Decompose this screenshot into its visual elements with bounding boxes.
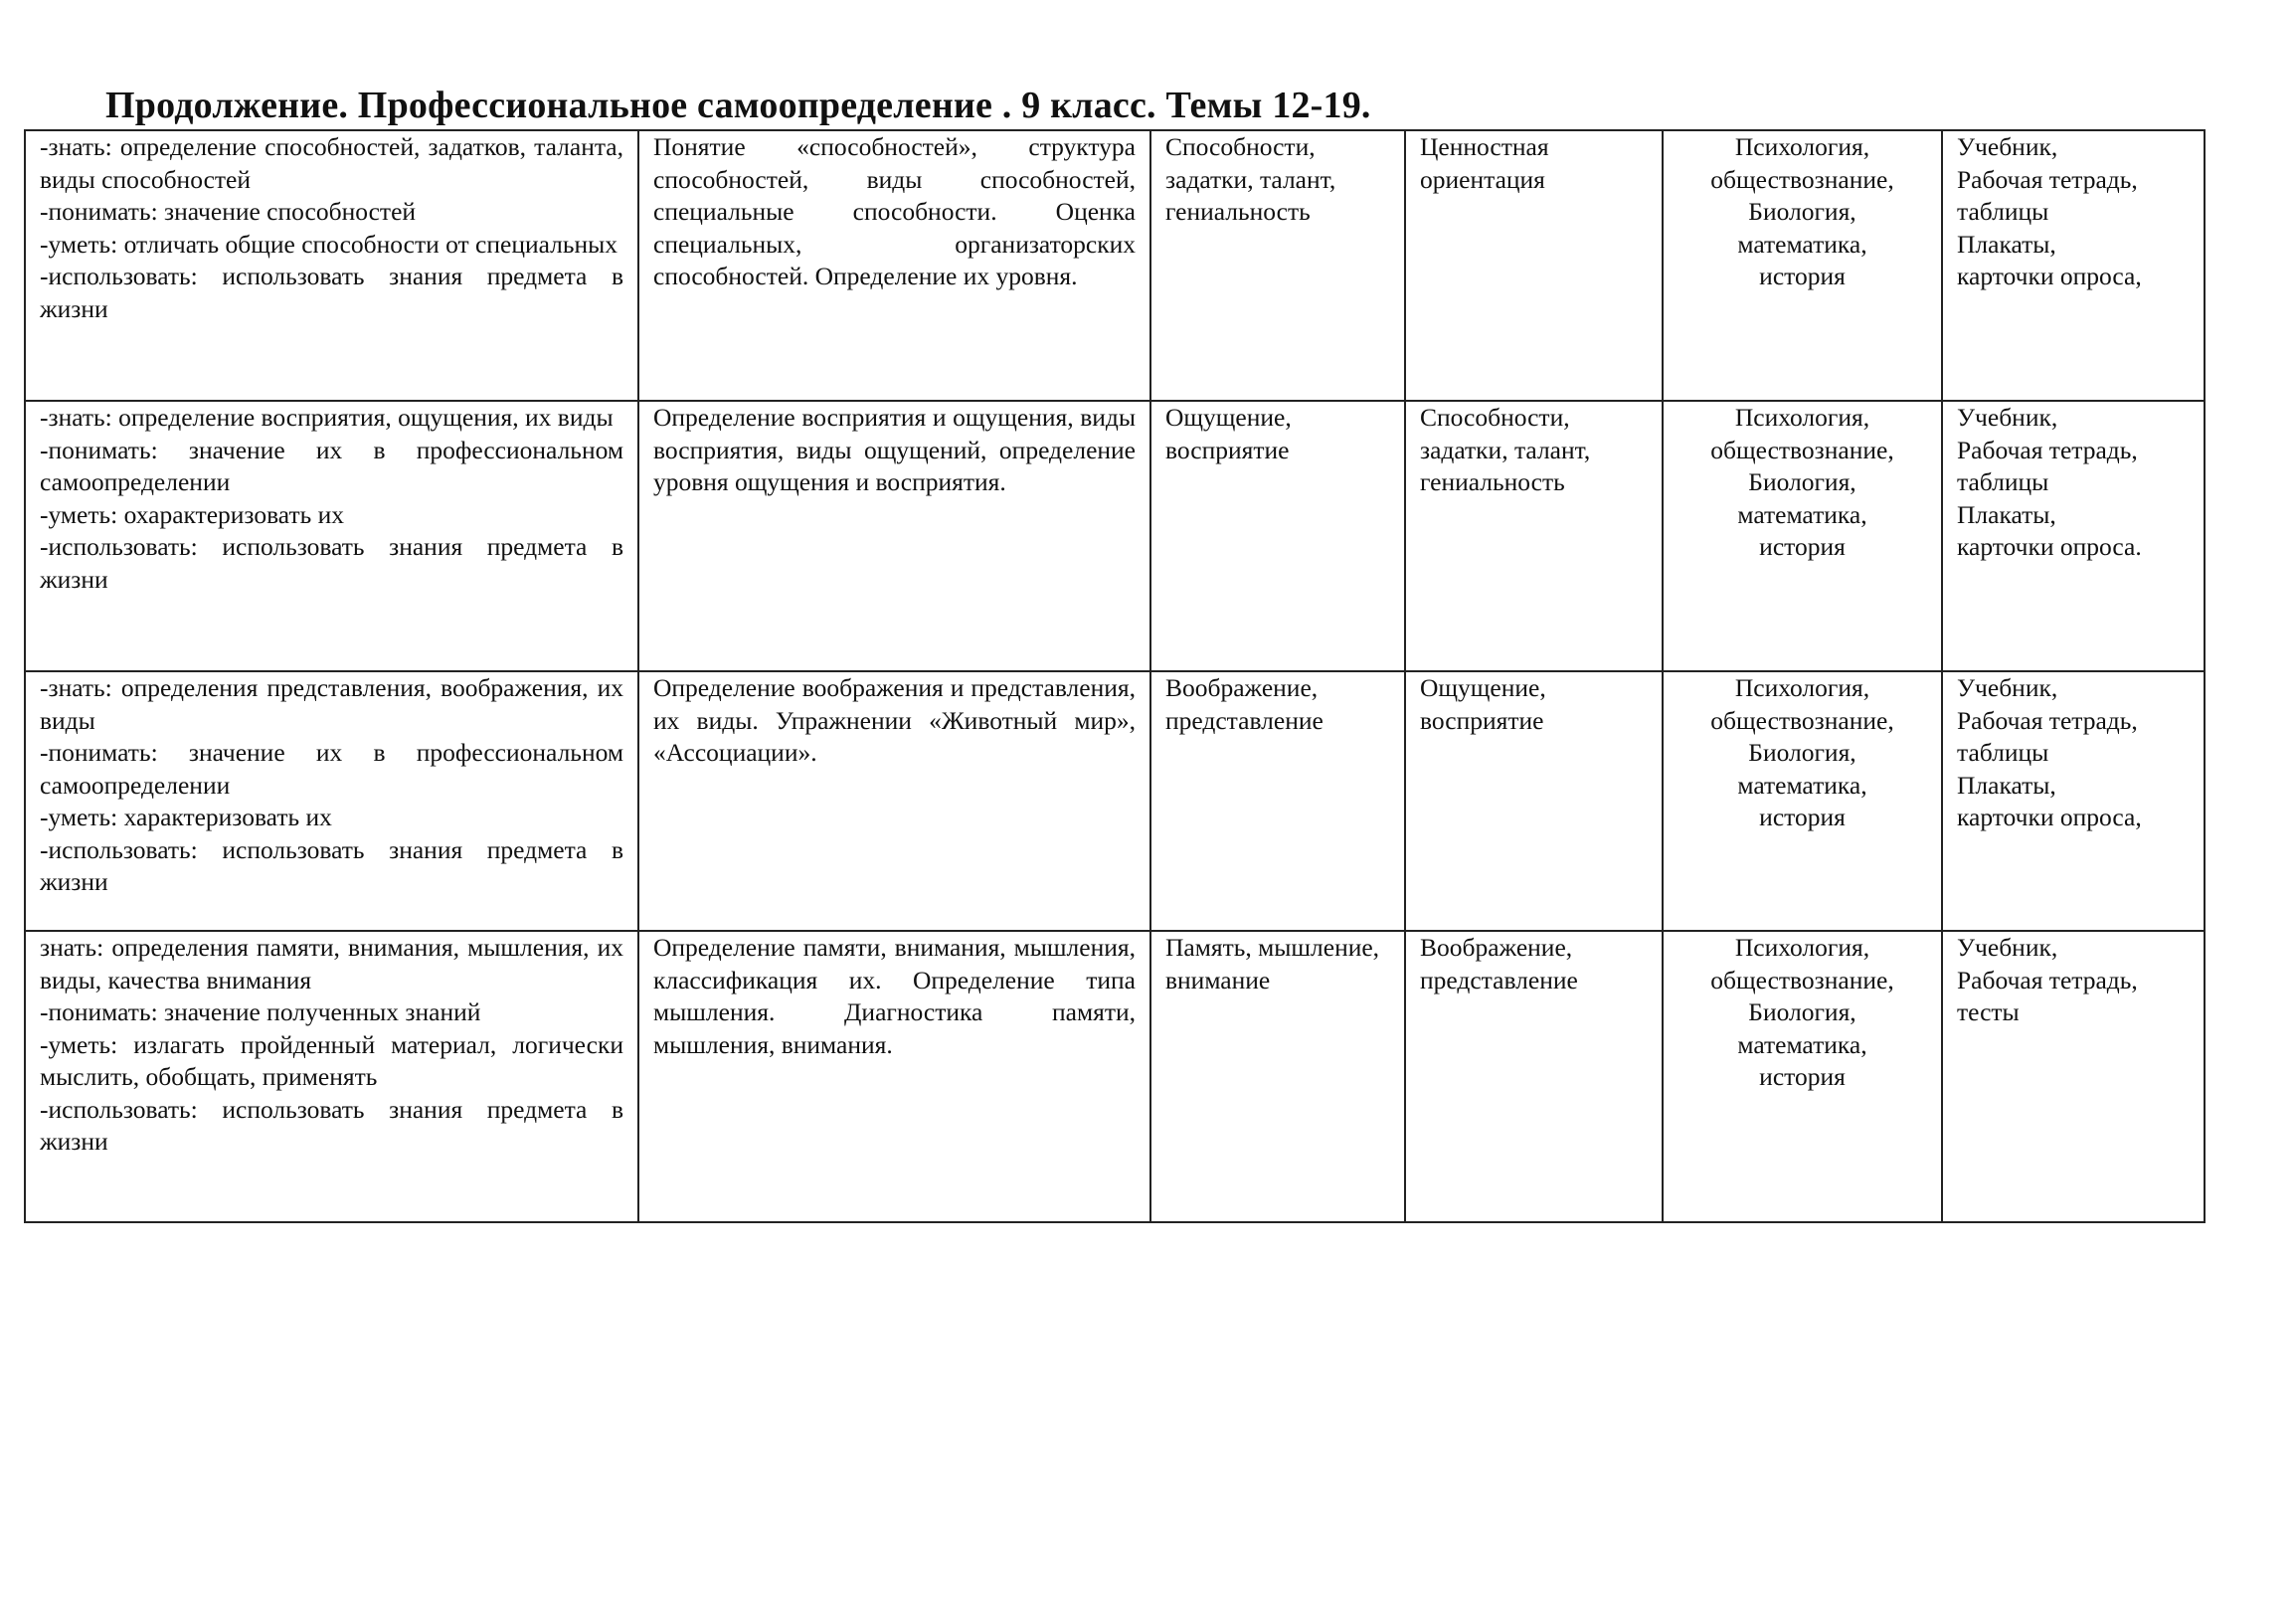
- subject-link-line: Биология,: [1748, 197, 1856, 226]
- topics-table: [24, 129, 2206, 1223]
- requirement-line: -понимать: значение их в профессиональном самоопределении: [40, 738, 623, 800]
- requirements-cell: [25, 401, 638, 671]
- subject-links-cell: [1663, 401, 1942, 671]
- equipment-line: Рабочая тетрадь,: [1957, 705, 2138, 735]
- content-cell: Определение памяти, внимания, мышления, классификация их. Определение типа мышления. Диагностика памяти, мышления, внимания.: [638, 931, 1150, 1222]
- subject-link-line: Психология,: [1734, 933, 1870, 962]
- table-row: [25, 931, 2205, 1222]
- requirement-line: -знать: определение восприятия, ощущения, их виды: [40, 403, 614, 432]
- equipment-line: Учебник,: [1957, 132, 2058, 161]
- equipment-line: карточки опроса,: [1957, 803, 2142, 831]
- requirement-line: -уметь: отличать общие способности от специальных: [40, 229, 618, 259]
- equipment-line: тесты: [1957, 997, 2020, 1026]
- requirement-line: -знать: определение способностей, задатков, таланта, виды способностей: [40, 132, 623, 194]
- requirements-cell: [25, 931, 638, 1222]
- equipment-cell: [1942, 671, 2205, 931]
- subject-links-cell: [1663, 671, 1942, 931]
- equipment-line: Плакаты,: [1957, 770, 2056, 800]
- prior-terms-cell: Воображение, представление: [1405, 931, 1663, 1222]
- equipment-line: Плакаты,: [1957, 499, 2056, 529]
- subject-link-line: математика,: [1737, 229, 1867, 259]
- subject-link-line: обществознание,: [1710, 164, 1894, 194]
- content-cell: Понятие «способностей», структура способностей, виды способностей, специальные способности. Оценка специальных, организаторских способностей. Определение их уровня.: [638, 130, 1150, 401]
- requirement-line: -знать: определения представления, воображения, их виды: [40, 673, 623, 735]
- table-row: [25, 401, 2205, 671]
- prior-terms-cell: Ощущение, восприятие: [1405, 671, 1663, 931]
- prior-terms-cell: Способности, задатки, талант, гениальность: [1405, 401, 1663, 671]
- equipment-cell: [1942, 401, 2205, 671]
- subject-link-line: обществознание,: [1710, 435, 1894, 464]
- equipment-line: Плакаты,: [1957, 229, 2056, 259]
- equipment-cell: [1942, 931, 2205, 1222]
- requirement-line: -понимать: значение способностей: [40, 197, 417, 226]
- requirement-line: знать: определения памяти, внимания, мышления, их виды, качества внимания: [40, 933, 623, 994]
- subject-link-line: история: [1759, 1062, 1846, 1091]
- equipment-line: Рабочая тетрадь,: [1957, 435, 2138, 464]
- subject-link-line: Биология,: [1748, 738, 1856, 767]
- subject-link-line: Психология,: [1734, 673, 1870, 702]
- requirement-line: -использовать: использовать знания предмета в жизни: [40, 834, 623, 896]
- equipment-line: таблицы: [1957, 738, 2049, 767]
- subject-links-cell: [1663, 130, 1942, 401]
- equipment-line: таблицы: [1957, 467, 2049, 496]
- subject-link-line: Психология,: [1734, 132, 1870, 161]
- equipment-line: таблицы: [1957, 197, 2049, 226]
- requirements-cell: [25, 130, 638, 401]
- subject-link-line: история: [1759, 532, 1846, 561]
- equipment-line: карточки опроса.: [1957, 532, 2142, 561]
- equipment-line: Учебник,: [1957, 933, 2058, 962]
- requirement-line: -понимать: значение их в профессиональном самоопределении: [40, 435, 623, 496]
- new-terms-cell: Способности, задатки, талант, гениальность: [1150, 130, 1405, 401]
- subject-link-line: обществознание,: [1710, 965, 1894, 994]
- subject-link-line: Психология,: [1734, 403, 1870, 432]
- equipment-cell: [1942, 130, 2205, 401]
- subject-link-line: математика,: [1737, 770, 1867, 800]
- equipment-line: Учебник,: [1957, 403, 2058, 432]
- subject-link-line: история: [1759, 803, 1846, 831]
- requirement-line: -уметь: охарактеризовать их: [40, 499, 344, 529]
- topics-table-body: [25, 130, 2205, 1222]
- requirement-line: -использовать: использовать знания предмета в жизни: [40, 1094, 623, 1156]
- equipment-line: карточки опроса,: [1957, 262, 2142, 290]
- page-title: Продолжение. Профессиональное самоопределение . 9 класс. Темы 12-19.: [105, 85, 1371, 126]
- new-terms-cell: Память, мышление, внимание: [1150, 931, 1405, 1222]
- prior-terms-cell: Ценностная ориентация: [1405, 130, 1663, 401]
- equipment-line: Учебник,: [1957, 673, 2058, 702]
- table-row: [25, 671, 2205, 931]
- subject-link-line: история: [1759, 262, 1846, 290]
- equipment-line: Рабочая тетрадь,: [1957, 164, 2138, 194]
- table-row: [25, 130, 2205, 401]
- requirement-line: -понимать: значение полученных знаний: [40, 997, 481, 1026]
- subject-link-line: математика,: [1737, 1029, 1867, 1059]
- content-cell: Определение восприятия и ощущения, виды восприятия, виды ощущений, определение уровня ощущения и восприятия.: [638, 401, 1150, 671]
- subject-link-line: Биология,: [1748, 997, 1856, 1026]
- new-terms-cell: Ощущение, восприятие: [1150, 401, 1405, 671]
- new-terms-cell: Воображение, представление: [1150, 671, 1405, 931]
- subject-link-line: математика,: [1737, 499, 1867, 529]
- requirement-line: -использовать: использовать знания предмета в жизни: [40, 532, 623, 594]
- requirement-line: -уметь: характеризовать их: [40, 803, 332, 831]
- subject-link-line: обществознание,: [1710, 705, 1894, 735]
- subject-link-line: Биология,: [1748, 467, 1856, 496]
- equipment-line: Рабочая тетрадь,: [1957, 965, 2138, 994]
- requirement-line: -уметь: излагать пройденный материал, логически мыслить, обобщать, применять: [40, 1029, 623, 1091]
- content-cell: Определение воображения и представления, их виды. Упражнении «Животный мир», «Ассоциации».: [638, 671, 1150, 931]
- subject-links-cell: [1663, 931, 1942, 1222]
- requirement-line: -использовать: использовать знания предмета в жизни: [40, 262, 623, 323]
- requirements-cell: [25, 671, 638, 931]
